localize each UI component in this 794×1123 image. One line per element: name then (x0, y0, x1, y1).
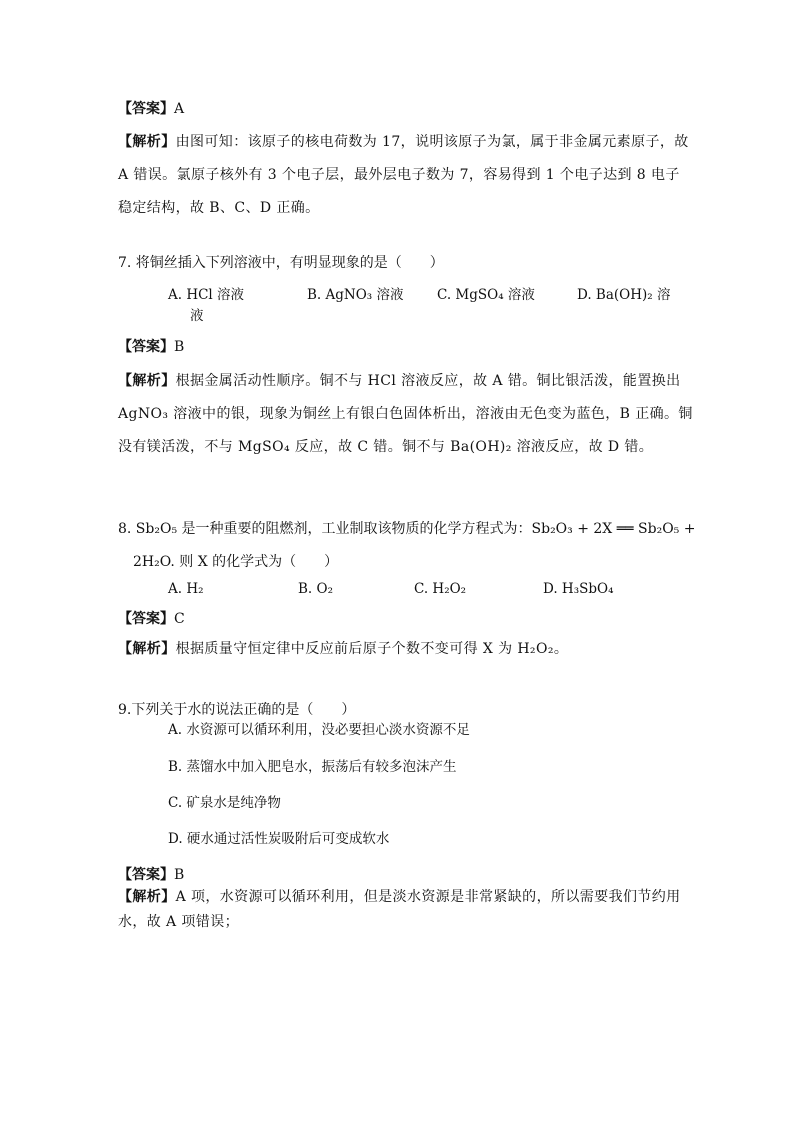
q9-analysis-text-1: A 项，水资源可以循环利用，但是淡水资源是非常紧缺的，所以需要我们节约用 (175, 889, 681, 905)
q6-answer: A (174, 101, 185, 117)
q9-option-c: C. 矿泉水是纯净物 (168, 795, 281, 811)
q8-answer: C (174, 611, 185, 627)
q8-option-a: A. H₂ (168, 581, 204, 597)
q6-analysis-line-1 (118, 133, 689, 151)
answer-label: 【答案】 (118, 101, 174, 117)
q8-option-d: D. H₃SbO₄ (543, 581, 614, 597)
q8-stem-line-1: 8. Sb₂O₅ 是一种重要的阻燃剂，工业制取该物质的化学方程式为：Sb₂O₃ + 2X ══ Sb₂O₅ + (118, 521, 696, 537)
q9-stem: 9.下列关于水的说法正确的是（ ） (118, 702, 356, 718)
q6-analysis-line-2: A 错误。氯原子核外有 3 个电子层，最外层电子数为 7，容易得到 1 个电子达到 8 电子 (118, 167, 680, 183)
q9-answer: B (174, 867, 185, 883)
q7-option-a: A. HCl 溶液 (168, 287, 245, 303)
q7-analysis-line-3: 没有镁活泼，不与 MgSO₄ 反应，故 C 错。铜不与 Ba(OH)₂ 溶液反应，故 D 错。 (118, 439, 654, 455)
q8-option-b: B. O₂ (298, 581, 333, 597)
q8-stem-line-2: 2H₂O. 则 X 的化学式为（ ） (133, 554, 339, 570)
q8-analysis-text: 根据质量守恒定律中反应前后原子个数不变可得 X 为 H₂O₂。 (175, 641, 569, 657)
q8-answer-line (118, 610, 185, 628)
q9-option-b: B. 蒸馏水中加入肥皂水，振荡后有较多泡沫产生 (168, 759, 457, 775)
q6-answer-line (118, 100, 184, 118)
analysis-label: 【解析】 (118, 641, 176, 657)
q6-analysis-line-3: 稳定结构，故 B、C、D 正确。 (118, 200, 320, 216)
q8-option-c: C. H₂O₂ (414, 581, 467, 597)
q7-option-wrap: 液 (190, 308, 204, 324)
q7-option-c: C. MgSO₄ 溶液 (437, 287, 535, 303)
q9-analysis-line-1 (118, 888, 681, 906)
q7-analysis-line-1 (118, 372, 681, 390)
q6-analysis-text-1: 由图可知：该原子的核电荷数为 17，说明该原子为氯，属于非金属元素原子，故 (175, 134, 689, 150)
q7-analysis-line-2: AgNO₃ 溶液中的银，现象为铜丝上有银白色固体析出，溶液由无色变为蓝色，B 正确。铜 (118, 406, 693, 422)
q7-analysis-text-1: 根据金属活动性顺序。铜不与 HCl 溶液反应，故 A 错。铜比银活泼，能置换出 (175, 373, 681, 389)
answer-label: 【答案】 (118, 867, 174, 883)
q7-option-d: D. Ba(OH)₂ 溶 (577, 287, 671, 303)
q9-option-a: A. 水资源可以循环利用，没必要担心淡水资源不足 (168, 722, 470, 738)
q9-analysis-line-2: 水，故 A 项错误； (118, 914, 240, 930)
analysis-label: 【解析】 (118, 373, 176, 389)
q8-analysis-line (118, 640, 568, 658)
q7-stem: 7. 将铜丝插入下列溶液中，有明显现象的是（ ） (118, 255, 444, 271)
q7-option-b: B. AgNO₃ 溶液 (307, 287, 404, 303)
analysis-label: 【解析】 (118, 134, 176, 150)
answer-label: 【答案】 (118, 611, 174, 627)
answer-label: 【答案】 (118, 339, 174, 355)
q7-answer: B (174, 339, 185, 355)
analysis-label: 【解析】 (118, 889, 176, 905)
q7-answer-line (118, 338, 184, 356)
q9-answer-line (118, 866, 184, 884)
q9-option-d: D. 硬水通过活性炭吸附后可变成软水 (168, 831, 390, 847)
